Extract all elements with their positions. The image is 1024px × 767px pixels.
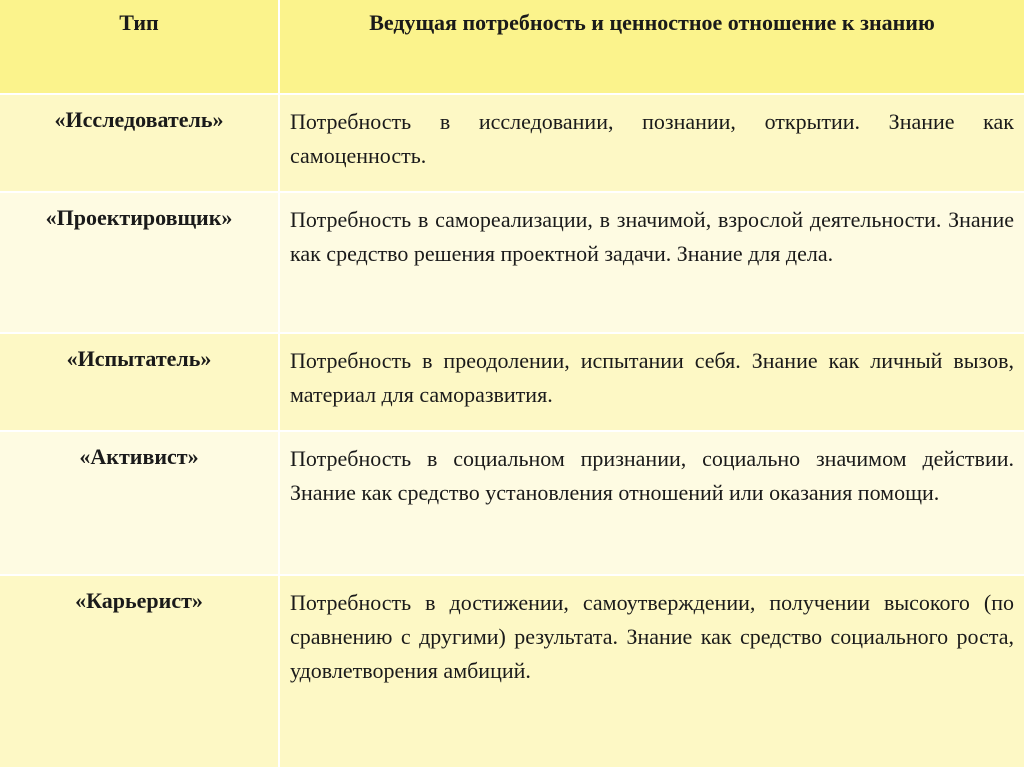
description-cell-careerist: Потребность в достижении, самоутверждении, получении высокого (по сравнению с другими) результата. Знание как средство социального роста, удовлетворения амбиций. [280, 576, 1024, 767]
type-cell-careerist: «Карьерист» [0, 576, 280, 767]
type-cell-researcher: «Исследователь» [0, 95, 280, 193]
header-need: Ведущая потребность и ценностное отношение к знанию [280, 0, 1024, 95]
type-cell-activist: «Активист» [0, 432, 280, 576]
description-cell-researcher: Потребность в исследовании, познании, открытии. Знание как самоценность. [280, 95, 1024, 193]
description-cell-activist: Потребность в социальном признании, социально значимом действии. Знание как средство установления отношений или оказания помощи. [280, 432, 1024, 576]
type-cell-designer: «Проектировщик» [0, 193, 280, 334]
type-cell-tester: «Испытатель» [0, 334, 280, 432]
description-cell-designer: Потребность в самореализации, в значимой, взрослой деятельности. Знание как средство решения проектной задачи. Знание для дела. [280, 193, 1024, 334]
description-cell-tester: Потребность в преодолении, испытании себя. Знание как личный вызов, материал для саморазвития. [280, 334, 1024, 432]
header-type: Тип [0, 0, 280, 95]
